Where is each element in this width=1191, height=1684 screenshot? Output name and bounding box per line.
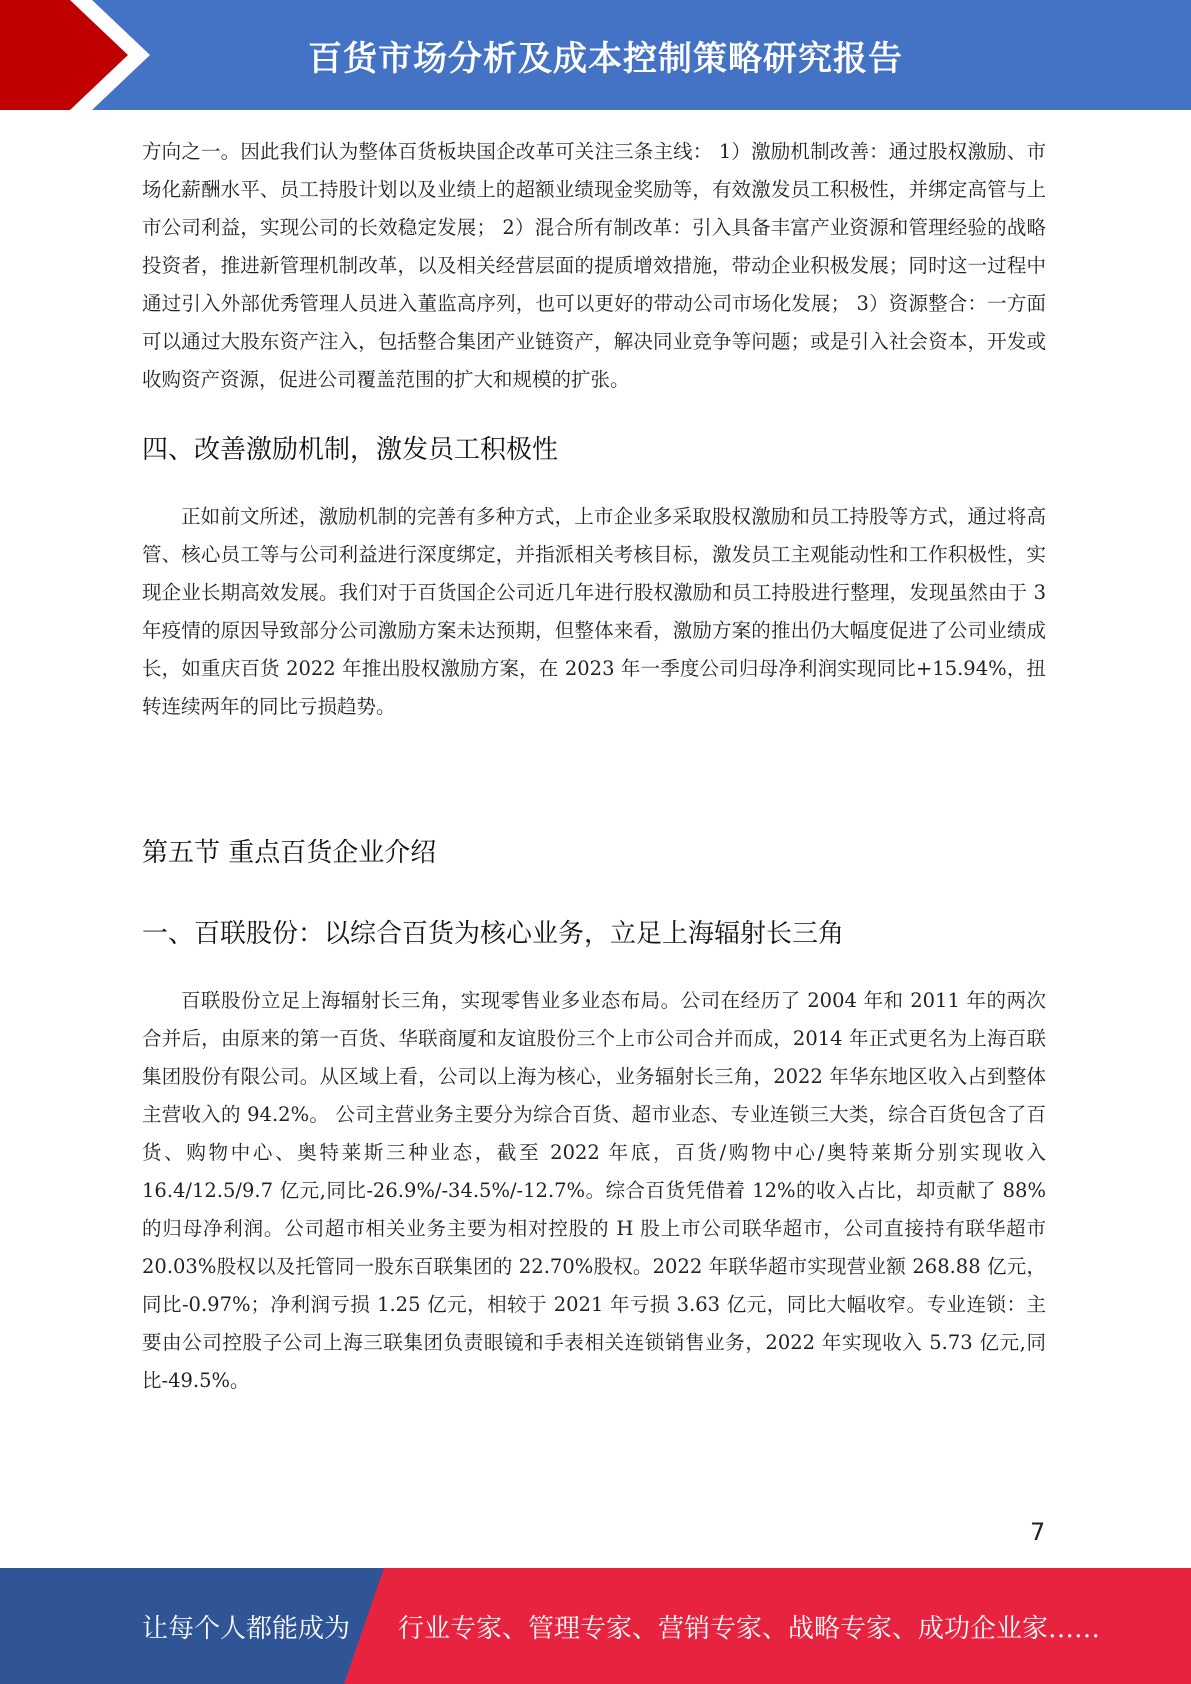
footer-slogan-left: 让每个人都能成为: [142, 1614, 351, 1644]
page-number: 7: [1030, 1518, 1046, 1546]
section-heading-incentives: 四、改善激励机制，激发员工积极性: [142, 435, 559, 465]
footer-slogan-right: 行业专家、管理专家、营销专家、战略专家、成功企业家……: [398, 1614, 1101, 1644]
section-heading-bailian: 一、百联股份：以综合百货为核心业务，立足上海辐射长三角: [142, 919, 845, 949]
page-header: [0, 0, 1191, 110]
paragraph-bailian-overview: 百联股份立足上海辐射长三角，实现零售业多业态布局。公司在经历了 2004 年和 2011 年的两次合并后，由原来的第一百货、华联商厦和友谊股份三个上市公司合并而成，2014 年正式更名为上海百联集团股份有限公司。从区域上看，公司以上海为核心，业务辐射长三角，2022 年华东地区收入占到整体主营收入的 94.2%。 公司主营业务主要分为综合百货、超市业态、专业连锁三大类，综合百货包含了百货、购物中心、奥特莱斯三种业态，截至 2022 年底，百货/购物中心/奥特莱斯分别实现收入 16.4/12.5/9.7 亿元,同比-26.9%/-34.5%/-12.7%。综合百货凭借着 12%的收入占比，却贡献了 88%的归母净利润。公司超市相关业务主要为相对控股的 H 股上市公司联华超市，公司直接持有联华超市 20.03%股权以及托管同一股东百联集团的 22.70%股权。2022 年联华超市实现营业额 268.88 亿元，同比-0.97%；净利润亏损 1.25 亿元，相较于 2021 年亏损 3.63 亿元，同比大幅收窄。专业连锁：主要由公司控股子公司上海三联集团负责眼镜和手表相关连锁销售业务，2022 年实现收入 5.73 亿元,同比-49.5%。: [142, 989, 1046, 1392]
paragraph-incentive-mechanism: 正如前文所述，激励机制的完善有多种方式，上市企业多采取股权激励和员工持股等方式，通过将高管、核心员工等与公司利益进行深度绑定，并指派相关考核目标，激发员工主观能动性和工作积极性，实现企业长期高效发展。我们对于百货国企公司近几年进行股权激励和员工持股进行整理，发现虽然由于 3 年疫情的原因导致部分公司激励方案未达预期，但整体来看，激励方案的推出仍大幅度促进了公司业绩成长，如重庆百货 2022 年推出股权激励方案，在 2023 年一季度公司归母净利润实现同比+15.94%，扭转连续两年的同比亏损趋势。: [142, 505, 1046, 718]
page-footer: [0, 1568, 1191, 1684]
document-body: [142, 133, 1046, 1400]
chapter-heading-key-companies: 第五节 重点百货企业介绍: [142, 838, 437, 868]
report-title: 百货市场分析及成本控制策略研究报告: [308, 38, 903, 79]
paragraph-reform-mainlines: 方向之一。因此我们认为整体百货板块国企改革可关注三条主线： 1）激励机制改善：通过股权激励、市场化薪酬水平、员工持股计划以及业绩上的超额业绩现金奖励等，有效激发员工积极性，并绑定高管与上市公司利益，实现公司的长效稳定发展； 2）混合所有制改革：引入具备丰富产业资源和管理经验的战略投资者，推进新管理机制改革，以及相关经营层面的提质增效措施，带动企业积极发展；同时这一过程中通过引入外部优秀管理人员进入董监高序列，也可以更好的带动公司市场化发展； 3）资源整合：一方面可以通过大股东资产注入，包括整合集团产业链资产，解决同业竞争等问题；或是引入社会资本，开发或收购资产资源，促进公司覆盖范围的扩大和规模的扩张。: [142, 140, 1046, 391]
